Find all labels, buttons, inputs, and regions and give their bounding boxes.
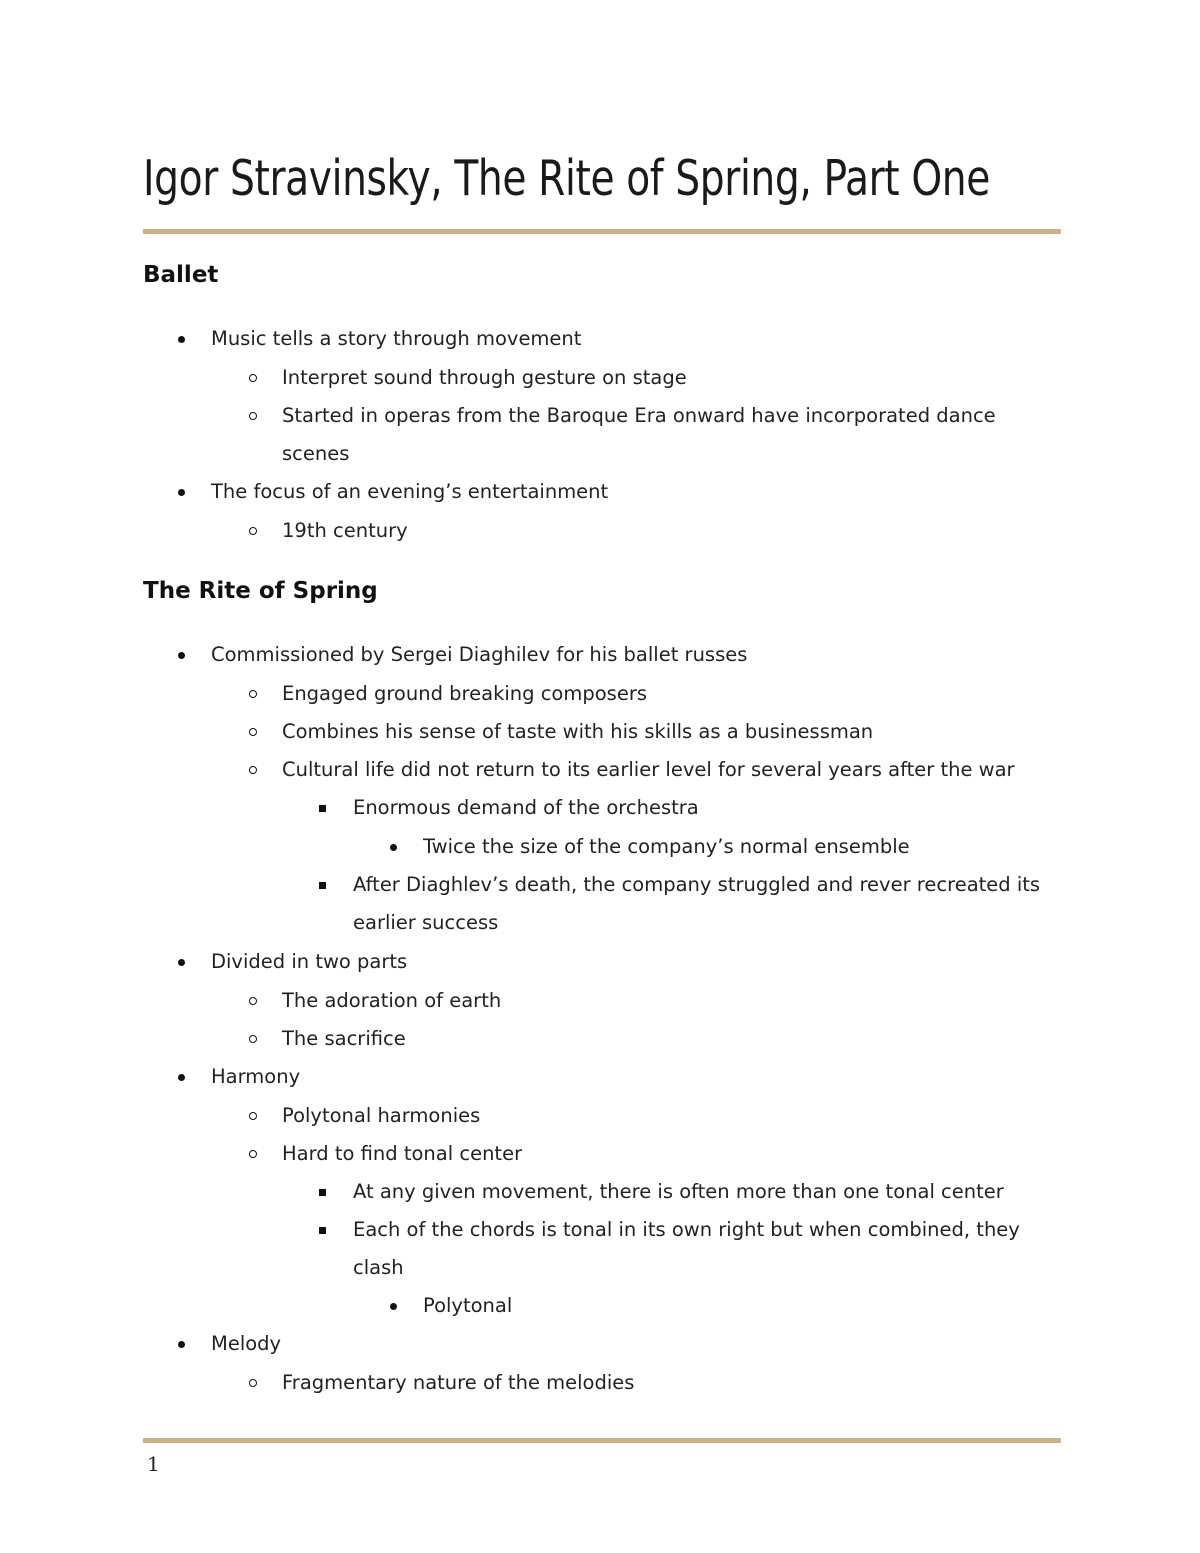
bullet-disc-icon [178, 336, 185, 343]
list-item-continuation: earlier success [353, 911, 499, 934]
list-item: Polytonal harmonies [282, 1104, 481, 1127]
footer-divider [143, 1438, 1061, 1443]
bullet-circle-icon [249, 527, 257, 535]
list-item: Fragmentary nature of the melodies [282, 1371, 635, 1394]
list-item: Commissioned by Sergei Diaghilev for his ballet russes [211, 643, 748, 666]
list-item: Harmony [211, 1065, 301, 1088]
bullet-square-icon [319, 805, 326, 812]
bullet-disc-icon [178, 652, 185, 659]
section-heading-rite-of-spring: The Rite of Spring [143, 578, 378, 604]
list-item: Enormous demand of the orchestra [353, 796, 699, 819]
list-item: Twice the size of the company’s normal ensemble [423, 835, 910, 858]
section-heading-ballet: Ballet [143, 262, 219, 288]
list-item: The sacrifice [282, 1027, 406, 1050]
list-item: Hard to find tonal center [282, 1142, 523, 1165]
list-item: Music tells a story through movement [211, 327, 582, 350]
list-item: At any given movement, there is often more than one tonal center [353, 1180, 1004, 1203]
bullet-disc-icon [178, 489, 185, 496]
bullet-circle-icon [249, 1379, 257, 1387]
bullet-disc-icon [390, 844, 397, 851]
bullet-circle-icon [249, 997, 257, 1005]
bullet-square-icon [319, 1189, 326, 1196]
list-item: After Diaghlev’s death, the company struggled and rever recreated its [353, 873, 1041, 896]
title-divider [143, 229, 1061, 234]
bullet-circle-icon [249, 412, 257, 420]
bullet-disc-icon [390, 1303, 397, 1310]
list-item: Combines his sense of taste with his skills as a businessman [282, 720, 874, 743]
list-item: Started in operas from the Baroque Era onward have incorporated dance [282, 404, 996, 427]
bullet-disc-icon [178, 959, 185, 966]
document-title: Igor Stravinsky, The Rite of Spring, Part One [143, 150, 990, 207]
bullet-circle-icon [249, 1150, 257, 1158]
list-item: Each of the chords is tonal in its own right but when combined, they [353, 1218, 1020, 1241]
list-item: Interpret sound through gesture on stage [282, 366, 687, 389]
list-item: 19th century [282, 519, 408, 542]
page-number: 1 [147, 1452, 160, 1476]
list-item: Melody [211, 1332, 282, 1355]
bullet-circle-icon [249, 1035, 257, 1043]
list-item-continuation: clash [353, 1256, 404, 1279]
list-item: Engaged ground breaking composers [282, 682, 647, 705]
list-item: The focus of an evening’s entertainment [211, 480, 609, 503]
bullet-circle-icon [249, 728, 257, 736]
bullet-circle-icon [249, 766, 257, 774]
list-item-continuation: scenes [282, 442, 350, 465]
list-item: The adoration of earth [282, 989, 502, 1012]
bullet-circle-icon [249, 690, 257, 698]
bullet-disc-icon [178, 1074, 185, 1081]
bullet-square-icon [319, 882, 326, 889]
bullet-disc-icon [178, 1341, 185, 1348]
list-item: Divided in two parts [211, 950, 408, 973]
bullet-square-icon [319, 1227, 326, 1234]
bullet-circle-icon [249, 1112, 257, 1120]
list-item: Polytonal [423, 1294, 513, 1317]
bullet-circle-icon [249, 374, 257, 382]
list-item: Cultural life did not return to its earlier level for several years after the war [282, 758, 1015, 781]
